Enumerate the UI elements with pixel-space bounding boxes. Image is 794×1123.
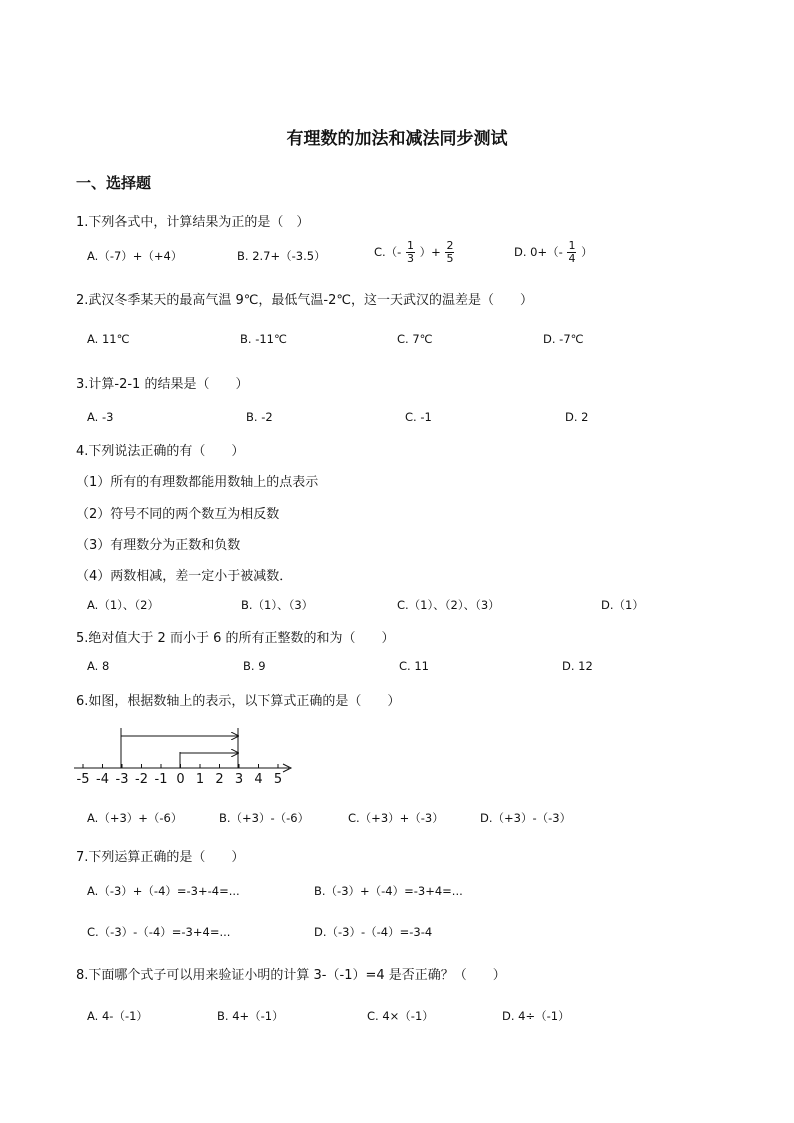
- question-8-stem: 8.下面哪个式子可以用来验证小明的计算 3-（-1）=4 是否正确？（ ）: [76, 968, 506, 983]
- question-7-stem: 7.下列运算正确的是（ ）: [76, 850, 245, 865]
- number-line-tick-label: 0: [176, 772, 185, 787]
- section-heading: 一、选择题: [76, 174, 152, 192]
- fraction-one-quarter: [567, 240, 576, 265]
- question-8-option-a: A. 4-（-1）: [87, 1009, 148, 1023]
- option-c-prefix: C.（-: [374, 245, 402, 259]
- question-3-option-a: A. -3: [87, 410, 114, 424]
- fraction-numerator: 1: [407, 239, 414, 252]
- question-7-option-b: B.（-3）+（-4）=-3+4=...: [314, 884, 463, 898]
- fraction-denominator: 4: [568, 252, 576, 265]
- question-3-option-b: B. -2: [246, 410, 273, 424]
- question-4-option-a: A.（1）、（2）: [87, 598, 159, 612]
- question-2-option-c: C. 7℃: [397, 332, 433, 346]
- question-6-stem: 6.如图，根据数轴上的表示，以下算式正确的是（ ）: [76, 694, 401, 709]
- question-7-option-a: A.（-3）+（-4）=-3+-4=...: [87, 884, 240, 898]
- question-5-option-b: B. 9: [243, 659, 266, 673]
- question-6-option-a: A.（+3）+（-6）: [87, 811, 183, 825]
- question-8-option-d: D. 4÷（-1）: [502, 1009, 570, 1023]
- fraction-denominator: 5: [446, 252, 454, 265]
- question-7-option-c: C.（-3）-（-4）=-3+4=...: [87, 925, 231, 939]
- question-2-option-b: B. -11℃: [240, 332, 287, 346]
- question-1-stem: 1.下列各式中，计算结果为正的是（ ）: [76, 215, 310, 230]
- question-5-stem: 5.绝对值大于 2 而小于 6 的所有正整数的和为（ ）: [76, 631, 395, 646]
- option-d-suffix: ）: [581, 245, 593, 259]
- question-4-stem: 4.下列说法正确的有（ ）: [76, 444, 245, 459]
- number-line-tick-label: -5: [76, 772, 90, 787]
- number-line-tick-label: 3: [234, 772, 244, 787]
- page-title: 有理数的加法和减法同步测试: [286, 129, 508, 149]
- question-3-stem: 3.计算-2-1 的结果是（ ）: [76, 377, 249, 392]
- question-6-option-c: C.（+3）+（-3）: [348, 811, 444, 825]
- number-line-tick-label: 2: [215, 772, 224, 787]
- question-2-option-d: D. -7℃: [543, 332, 584, 346]
- question-4-option-c: C.（1）、（2）、（3）: [397, 598, 500, 612]
- question-1-option-c: [374, 240, 455, 265]
- number-line-tick-label: 5: [273, 772, 283, 787]
- number-line-tick-label: -3: [115, 772, 129, 787]
- question-1-option-d: [514, 240, 593, 265]
- question-3-option-c: C. -1: [405, 410, 432, 424]
- question-2-option-a: A. 11℃: [87, 332, 130, 346]
- question-4-option-d: D.（1）: [601, 598, 644, 612]
- question-4-statement-4: （4）两数相减，差一定小于被减数．: [76, 569, 293, 584]
- fraction-one-third: [406, 240, 415, 265]
- question-5-option-a: A. 8: [87, 659, 110, 673]
- question-8-option-b: B. 4+（-1）: [217, 1009, 284, 1023]
- number-line-figure: [72, 720, 302, 790]
- tick-labels: [77, 764, 283, 787]
- question-5-option-c: C. 11: [399, 659, 429, 673]
- question-5-option-d: D. 12: [562, 659, 593, 673]
- fraction-numerator: 2: [446, 239, 454, 252]
- question-1-option-a: A.（-7）+（+4）: [87, 249, 183, 263]
- option-c-middle: ）+: [419, 245, 441, 259]
- question-4-statement-2: （2）符号不同的两个数互为相反数: [76, 507, 280, 522]
- number-line-tick-label: -1: [154, 772, 168, 787]
- question-4-option-b: B.（1）、（3）: [241, 598, 314, 612]
- question-4-statement-1: （1）所有的有理数都能用数轴上的点表示: [76, 475, 319, 490]
- number-line-tick-label: -4: [96, 772, 109, 787]
- number-line-tick-label: -2: [135, 772, 148, 787]
- question-6-option-d: D.（+3）-（-3）: [480, 811, 572, 825]
- fraction-denominator: 3: [407, 252, 414, 265]
- question-4-statement-3: （3）有理数分为正数和负数: [76, 538, 241, 553]
- number-line-tick-label: 1: [195, 772, 205, 787]
- fraction-two-fifths: [445, 240, 454, 265]
- question-8-option-c: C. 4×（-1）: [367, 1009, 434, 1023]
- question-1-option-b: B. 2.7+（-3.5）: [237, 249, 326, 263]
- number-line-tick-label: 4: [254, 772, 263, 787]
- question-2-stem: 2.武汉冬季某天的最高气温 9℃，最低气温-2℃，这一天武汉的温差是（ ）: [76, 293, 533, 308]
- option-d-prefix: D. 0+（-: [514, 245, 563, 259]
- question-7-option-d: D.（-3）-（-4）=-3-4: [314, 925, 433, 939]
- fraction-numerator: 1: [568, 239, 576, 252]
- question-6-option-b: B.（+3）-（-6）: [219, 811, 310, 825]
- question-3-option-d: D. 2: [565, 410, 589, 424]
